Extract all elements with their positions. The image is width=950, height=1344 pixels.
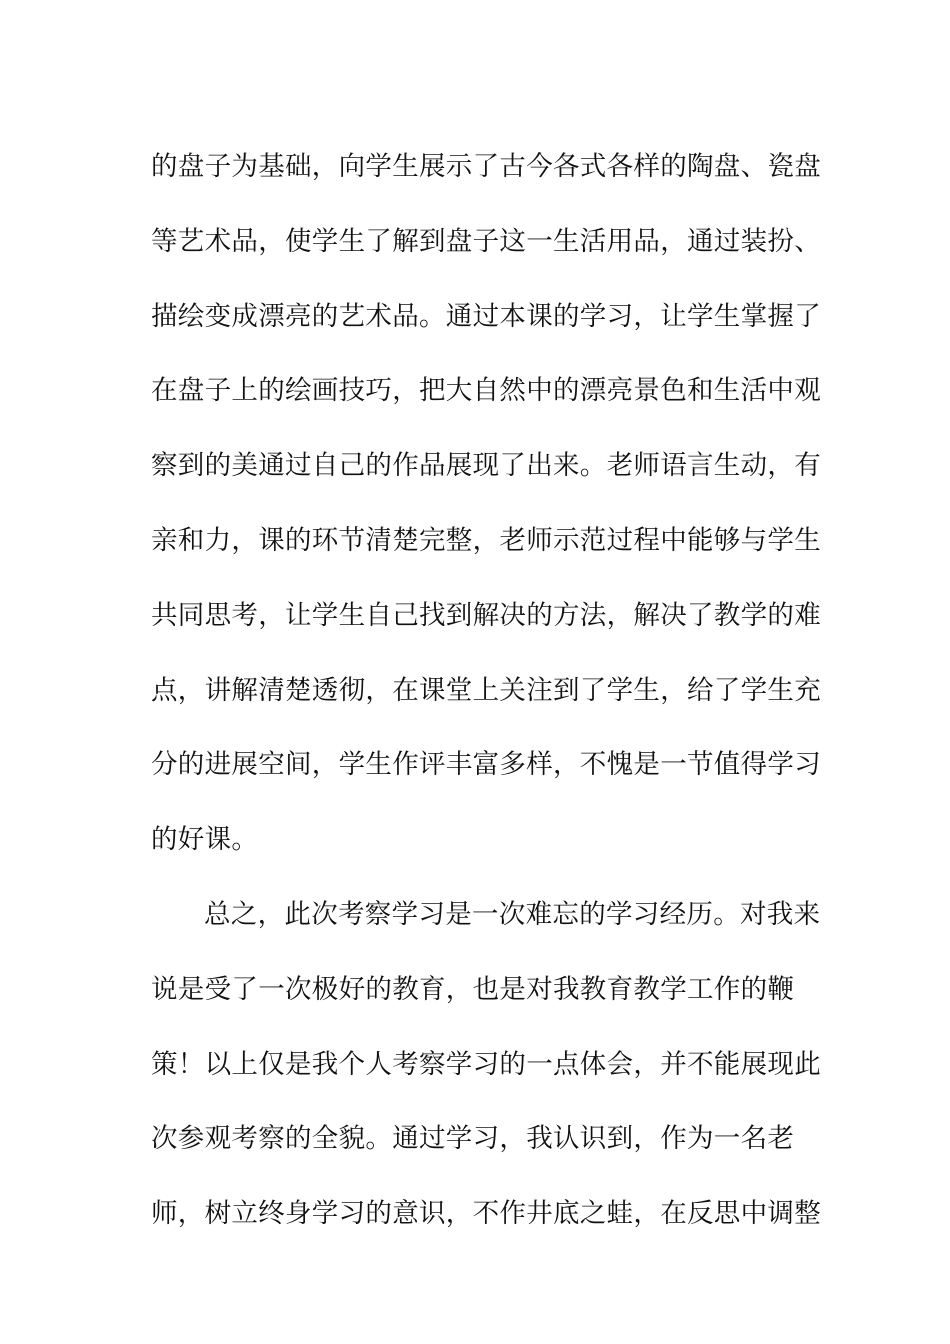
paragraph-line: 在盘子上的绘画技巧，把大自然中的漂亮景色和生活中观	[151, 375, 821, 407]
paragraph-line: 亲和力，课的环节清楚完整，老师示范过程中能够与学生	[151, 524, 821, 556]
paragraph-line: 描绘变成漂亮的艺术品。通过本课的学习，让学生掌握了	[151, 300, 821, 332]
paragraph-line: 等艺术品，使学生了解到盘子这一生活用品，通过装扮、	[151, 225, 821, 257]
paragraph-line: 点，讲解清楚透彻，在课堂上关注到了学生，给了学生充	[151, 674, 821, 706]
paragraph-line: 的好课。	[151, 824, 259, 856]
paragraph-line: 共同思考，让学生自己找到解决的方法，解决了教学的难	[151, 599, 821, 631]
paragraph-line: 说是受了一次极好的教育，也是对我教育教学工作的鞭	[151, 973, 795, 1005]
paragraph-line: 分的进展空间，学生作评丰富多样，不愧是一节值得学习	[151, 749, 821, 781]
document-body	[151, 130, 821, 1252]
paragraph-line: 策！以上仅是我个人考察学习的一点体会，并不能展现此	[151, 1048, 821, 1080]
paragraph-line: 察到的美通过自己的作品展现了出来。老师语言生动，有	[151, 450, 821, 482]
paragraph-line: 总之，此次考察学习是一次难忘的学习经历。对我来	[204, 898, 821, 930]
paragraph-line: 师，树立终身学习的意识，不作井底之蛙，在反思中调整	[151, 1198, 821, 1230]
paragraph-1	[151, 130, 821, 878]
paragraph-2	[151, 878, 821, 1252]
paragraph-line: 次参观考察的全貌。通过学习，我认识到，作为一名老	[151, 1123, 795, 1155]
paragraph-line: 的盘子为基础，向学生展示了古今各式各样的陶盘、瓷盘	[151, 151, 821, 182]
